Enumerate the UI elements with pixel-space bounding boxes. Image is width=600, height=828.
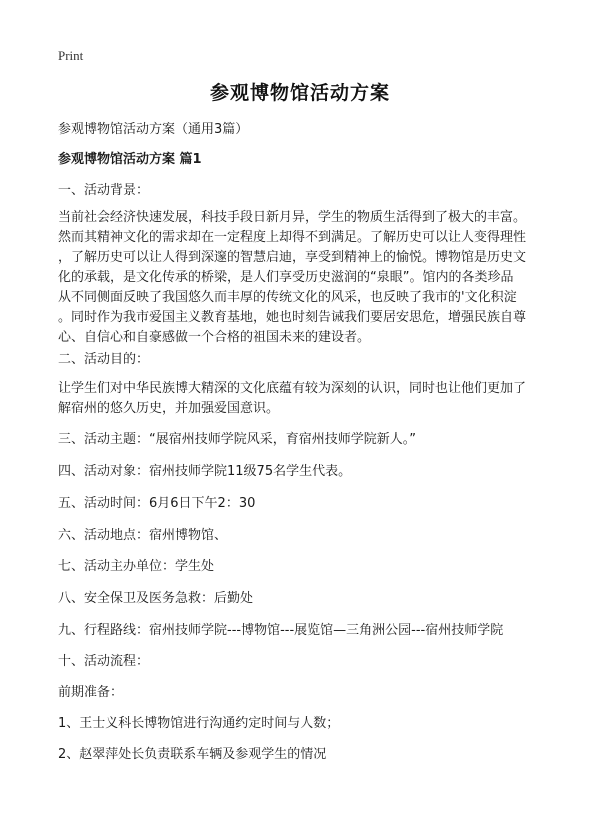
background-line: 从不同侧面反映了我国悠久而丰厚的传统文化的风采，也反映了我市的'文化积淀 <box>58 290 517 305</box>
process-heading: 十、活动流程： <box>58 654 150 669</box>
background-line: ，了解历史可以让人得到深邃的智慧启迪，享受到精神上的愉悦。博物馆是历史文 <box>58 250 527 265</box>
activity-target: 四、活动对象：宿州技师学院11级75名学生代表。 <box>58 464 352 479</box>
print-label: Print <box>58 48 84 63</box>
background-line: 化的承载，是文化传承的桥梁，是人们享受历史滋润的“泉眼”。馆内的各类珍品 <box>58 270 514 285</box>
prep-heading: 前期准备： <box>58 685 124 700</box>
activity-location: 六、活动地点：宿州博物馆、 <box>58 528 228 543</box>
section-heading: 参观博物馆活动方案 篇1 <box>58 152 202 167</box>
background-heading: 一、活动背景： <box>58 183 150 198</box>
background-line: 当前社会经济快速发展，科技手段日新月异，学生的物质生活得到了极大的丰富。 <box>58 210 527 225</box>
background-line: 然而其精神文化的需求却在一定程度上却得不到满足。了解历史可以让人变得理性 <box>58 230 527 245</box>
subtitle: 参观博物馆活动方案（通用3篇） <box>58 122 249 137</box>
purpose-line: 让学生们对中华民族博大精深的文化底蕴有较为深刻的认识，同时也让他们更加了 <box>58 381 527 396</box>
purpose-paragraph <box>58 379 554 419</box>
background-paragraph <box>58 208 554 348</box>
activity-organizer: 七、活动主办单位：学生处 <box>58 559 215 574</box>
activity-theme: 三、活动主题：“展宿州技师学院风采，育宿州技师学院新人。” <box>58 432 416 447</box>
document-title: 参观博物馆活动方案 <box>209 82 390 104</box>
purpose-heading: 二、活动目的： <box>58 352 150 367</box>
activity-route: 九、行程路线：宿州技师学院---博物馆---展览馆—三角洲公园---宿州技师学院 <box>58 623 504 638</box>
background-line: 心、自信心和自豪感做一个合格的祖国未来的建设者。 <box>58 330 371 345</box>
activity-safety: 八、安全保卫及医务急救：后勤处 <box>58 591 254 606</box>
prep-item: 2、赵翠萍处长负责联系车辆及参观学生的情况 <box>58 747 327 762</box>
purpose-line: 解宿州的悠久历史，并加强爱国意识。 <box>58 401 280 416</box>
prep-item: 1、王士义科长博物馆进行沟通约定时间与人数； <box>58 716 340 731</box>
background-line: 。同时作为我市爱国主义教育基地，她也时刻告诫我们要居安思危，增强民族自尊 <box>58 310 527 325</box>
activity-time: 五、活动时间：6月6日下午2：30 <box>58 496 256 511</box>
